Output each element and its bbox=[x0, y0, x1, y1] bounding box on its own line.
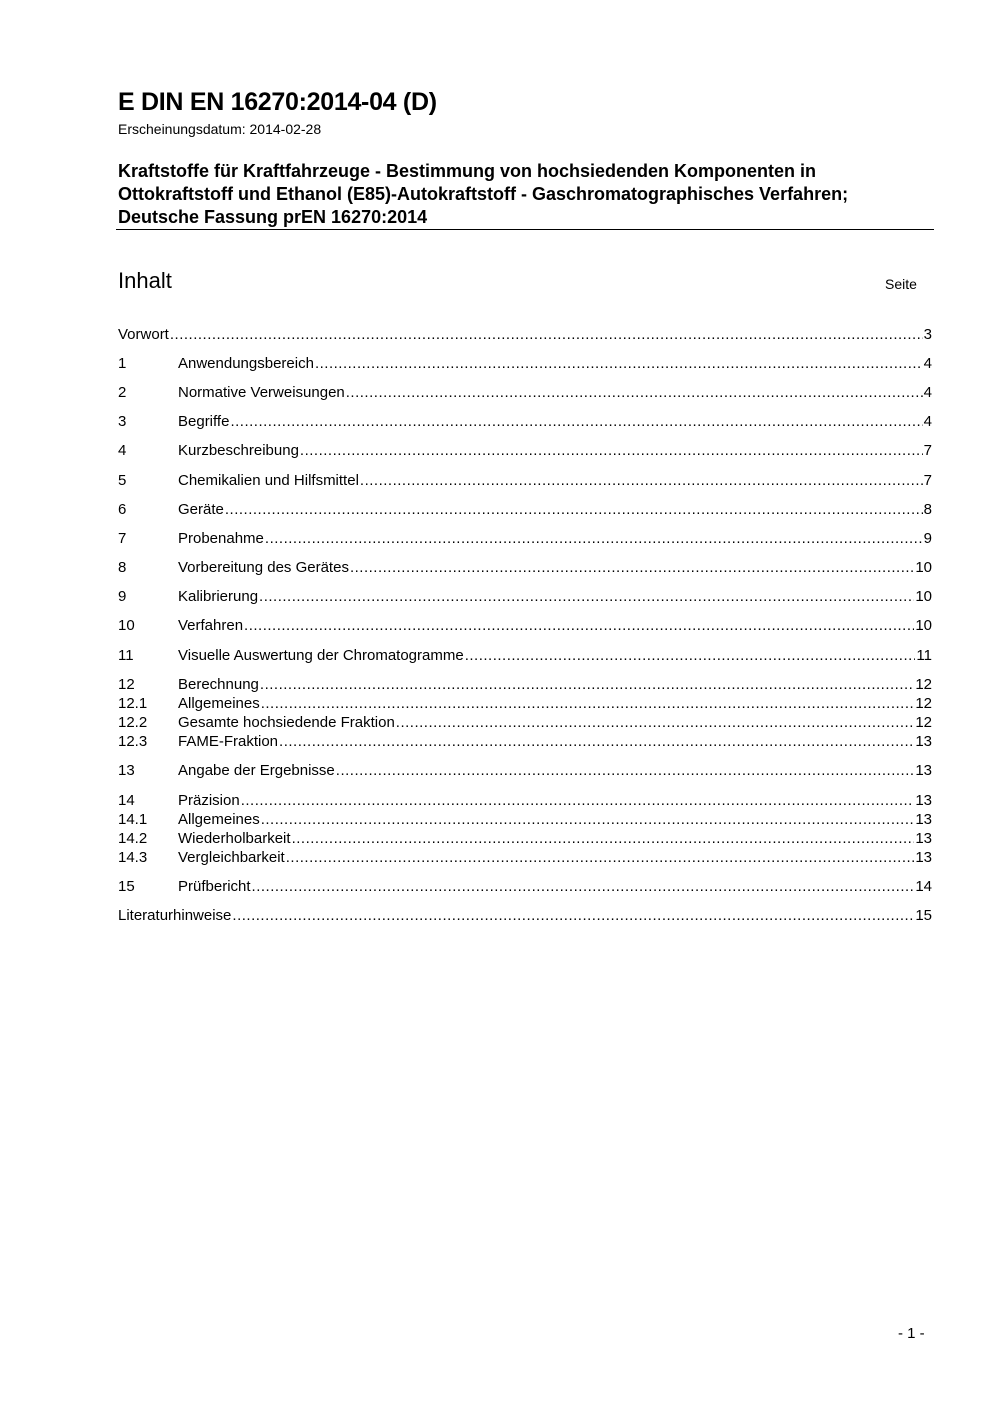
toc-entry-page: 15 bbox=[915, 907, 932, 924]
title-line: Deutsche Fassung prEN 16270:2014 bbox=[118, 207, 428, 227]
toc-entry-title: Chemikalien und Hilfsmittel bbox=[178, 472, 359, 489]
toc-entry-12-2[interactable] bbox=[118, 713, 932, 732]
toc-leader-dots bbox=[265, 529, 923, 548]
toc-entry-number: 3 bbox=[118, 413, 127, 430]
toc-leader-dots bbox=[259, 587, 914, 606]
title-line: Kraftstoffe für Kraftfahrzeuge - Bestimmung von hochsiedenden Komponenten in bbox=[118, 161, 817, 181]
toc-leader-dots bbox=[232, 906, 914, 925]
toc-entry-14-3[interactable] bbox=[118, 848, 932, 867]
toc-entry-page: 14 bbox=[915, 878, 932, 895]
toc-entry-title: Probenahme bbox=[178, 530, 264, 547]
toc-page-column-label: Seite bbox=[885, 276, 917, 292]
toc-leader-dots bbox=[300, 441, 923, 460]
toc-entry-number: 8 bbox=[118, 559, 127, 576]
toc-entry-11[interactable] bbox=[118, 646, 932, 665]
toc-entry-number: 14 bbox=[118, 792, 135, 809]
toc-heading: Inhalt bbox=[118, 268, 172, 293]
toc-entry-page: 13 bbox=[915, 792, 932, 809]
publication-date: Erscheinungsdatum: 2014-02-28 bbox=[118, 121, 322, 137]
toc-entry-vorwort[interactable] bbox=[118, 325, 932, 344]
toc-entry-page: 9 bbox=[923, 530, 932, 547]
toc-entry-title: Vergleichbarkeit bbox=[178, 849, 285, 866]
toc-entry-number: 14.3 bbox=[118, 849, 148, 866]
toc-entry-title: Wiederholbarkeit bbox=[178, 830, 291, 847]
toc-leader-dots bbox=[260, 675, 914, 694]
toc-entry-page: 12 bbox=[915, 695, 932, 712]
toc-entry-number: 14.1 bbox=[118, 811, 148, 828]
toc-leader-dots bbox=[279, 732, 914, 751]
toc-leader-dots bbox=[346, 383, 923, 402]
toc-entry-8[interactable] bbox=[118, 558, 932, 577]
toc-entry-title: Prüfbericht bbox=[178, 878, 251, 895]
toc-entry-number: 4 bbox=[118, 442, 127, 459]
toc-entry-page: 7 bbox=[923, 472, 932, 489]
title-line: Ottokraftstoff und Ethanol (E85)-Autokraftstoff - Gaschromatographisches Verfahren; bbox=[118, 184, 849, 204]
toc-entry-title: Allgemeines bbox=[178, 695, 260, 712]
toc-entry-number: 7 bbox=[118, 530, 127, 547]
toc-entry-1[interactable] bbox=[118, 354, 932, 373]
toc-entry-title: Vorbereitung des Gerätes bbox=[178, 559, 349, 576]
toc-entry-5[interactable] bbox=[118, 471, 932, 490]
toc-entry-number: 12.1 bbox=[118, 695, 148, 712]
toc-leader-dots bbox=[286, 848, 915, 867]
toc-entry-title: Berechnung bbox=[178, 676, 259, 693]
toc-entry-page: 7 bbox=[923, 442, 932, 459]
toc-entry-number: 14.2 bbox=[118, 830, 148, 847]
toc-leader-dots bbox=[350, 558, 914, 577]
toc-entry-12-3[interactable] bbox=[118, 732, 932, 751]
toc-leader-dots bbox=[315, 354, 923, 373]
toc-leader-dots bbox=[396, 713, 915, 732]
toc-entry-14[interactable] bbox=[118, 791, 932, 810]
toc-entry-number: 12 bbox=[118, 676, 135, 693]
toc-entry-number: 15 bbox=[118, 878, 135, 895]
toc-entry-number: 12.3 bbox=[118, 733, 148, 750]
toc-entry-page: 3 bbox=[923, 326, 932, 343]
toc-entry-title: Kurzbeschreibung bbox=[178, 442, 299, 459]
toc-entry-page: 4 bbox=[923, 384, 932, 401]
toc-entry-title: FAME-Fraktion bbox=[178, 733, 279, 750]
toc-entry-12-1[interactable] bbox=[118, 694, 932, 713]
toc-entry-title: Kalibrierung bbox=[178, 588, 259, 605]
toc-leader-dots bbox=[241, 791, 915, 810]
toc-entry-13[interactable] bbox=[118, 761, 932, 780]
toc-entry-page: 4 bbox=[923, 355, 932, 372]
document-title bbox=[118, 160, 938, 229]
toc-entry-9[interactable] bbox=[118, 587, 932, 606]
toc-entry-page: 12 bbox=[915, 676, 932, 693]
toc-entry-page: 13 bbox=[915, 849, 932, 866]
toc-leader-dots bbox=[244, 616, 914, 635]
toc-entry-page: 10 bbox=[915, 588, 932, 605]
document-id: E DIN EN 16270:2014-04 (D) bbox=[118, 88, 437, 116]
toc-entry-title: Angabe der Ergebnisse bbox=[178, 762, 335, 779]
toc-entry-number: 10 bbox=[118, 617, 135, 634]
toc-entry-number: 11 bbox=[118, 647, 134, 664]
toc-leader-dots bbox=[252, 877, 915, 896]
toc-entry-14-1[interactable] bbox=[118, 810, 932, 829]
toc-entry-3[interactable] bbox=[118, 412, 932, 431]
toc-entry-title: Normative Verweisungen bbox=[178, 384, 345, 401]
toc-entry-number: 13 bbox=[118, 762, 135, 779]
toc-entry-7[interactable] bbox=[118, 529, 932, 548]
toc-entry-14-2[interactable] bbox=[118, 829, 932, 848]
toc-entry-page: 13 bbox=[915, 762, 932, 779]
toc-entry-number: 2 bbox=[118, 384, 127, 401]
toc-entry-title: Allgemeines bbox=[178, 811, 260, 828]
toc-entry-literaturhinweise[interactable] bbox=[118, 906, 932, 925]
toc-leader-dots bbox=[261, 810, 915, 829]
toc-entry-number: 6 bbox=[118, 501, 127, 518]
toc-entry-12[interactable] bbox=[118, 675, 932, 694]
toc-entry-page: 13 bbox=[915, 830, 932, 847]
toc-entry-title: Verfahren bbox=[178, 617, 244, 634]
toc-leader-dots bbox=[292, 829, 915, 848]
toc-entry-page: 11 bbox=[916, 647, 932, 664]
toc-leader-dots bbox=[225, 500, 923, 519]
toc-entry-2[interactable] bbox=[118, 383, 932, 402]
toc-leader-dots bbox=[230, 412, 922, 431]
toc-entry-number: 9 bbox=[118, 588, 127, 605]
toc-entry-15[interactable] bbox=[118, 877, 932, 896]
toc-entry-title: Visuelle Auswertung der Chromatogramme bbox=[178, 647, 464, 664]
toc-leader-dots bbox=[170, 325, 923, 344]
toc-entry-title: Gesamte hochsiedende Fraktion bbox=[178, 714, 395, 731]
toc-entry-page: 10 bbox=[915, 559, 932, 576]
page-number: - 1 - bbox=[898, 1325, 925, 1342]
toc-entry-4[interactable] bbox=[118, 441, 932, 460]
toc-entry-page: 8 bbox=[923, 501, 932, 518]
toc-entry-page: 4 bbox=[923, 413, 932, 430]
toc-entry-6[interactable] bbox=[118, 500, 932, 519]
toc-entry-page: 13 bbox=[915, 733, 932, 750]
toc-entry-number: 1 bbox=[118, 355, 127, 372]
toc-entry-title: Vorwort bbox=[118, 326, 169, 343]
toc-entry-10[interactable] bbox=[118, 616, 932, 635]
toc-entry-title: Geräte bbox=[178, 501, 224, 518]
toc-entry-title: Anwendungsbereich bbox=[178, 355, 314, 372]
toc-entry-title: Präzision bbox=[178, 792, 240, 809]
toc-leader-dots bbox=[261, 694, 915, 713]
toc-entry-page: 10 bbox=[915, 617, 932, 634]
toc-leader-dots bbox=[360, 471, 923, 490]
toc-leader-dots bbox=[336, 761, 915, 780]
toc-entry-title: Begriffe bbox=[178, 413, 230, 430]
toc-entry-number: 5 bbox=[118, 472, 127, 489]
toc-entry-page: 13 bbox=[915, 811, 932, 828]
toc-entry-page: 12 bbox=[915, 714, 932, 731]
toc-entry-title: Literaturhinweise bbox=[118, 907, 232, 924]
toc-entry-number: 12.2 bbox=[118, 714, 148, 731]
title-divider bbox=[116, 229, 934, 230]
toc-leader-dots bbox=[465, 646, 916, 665]
